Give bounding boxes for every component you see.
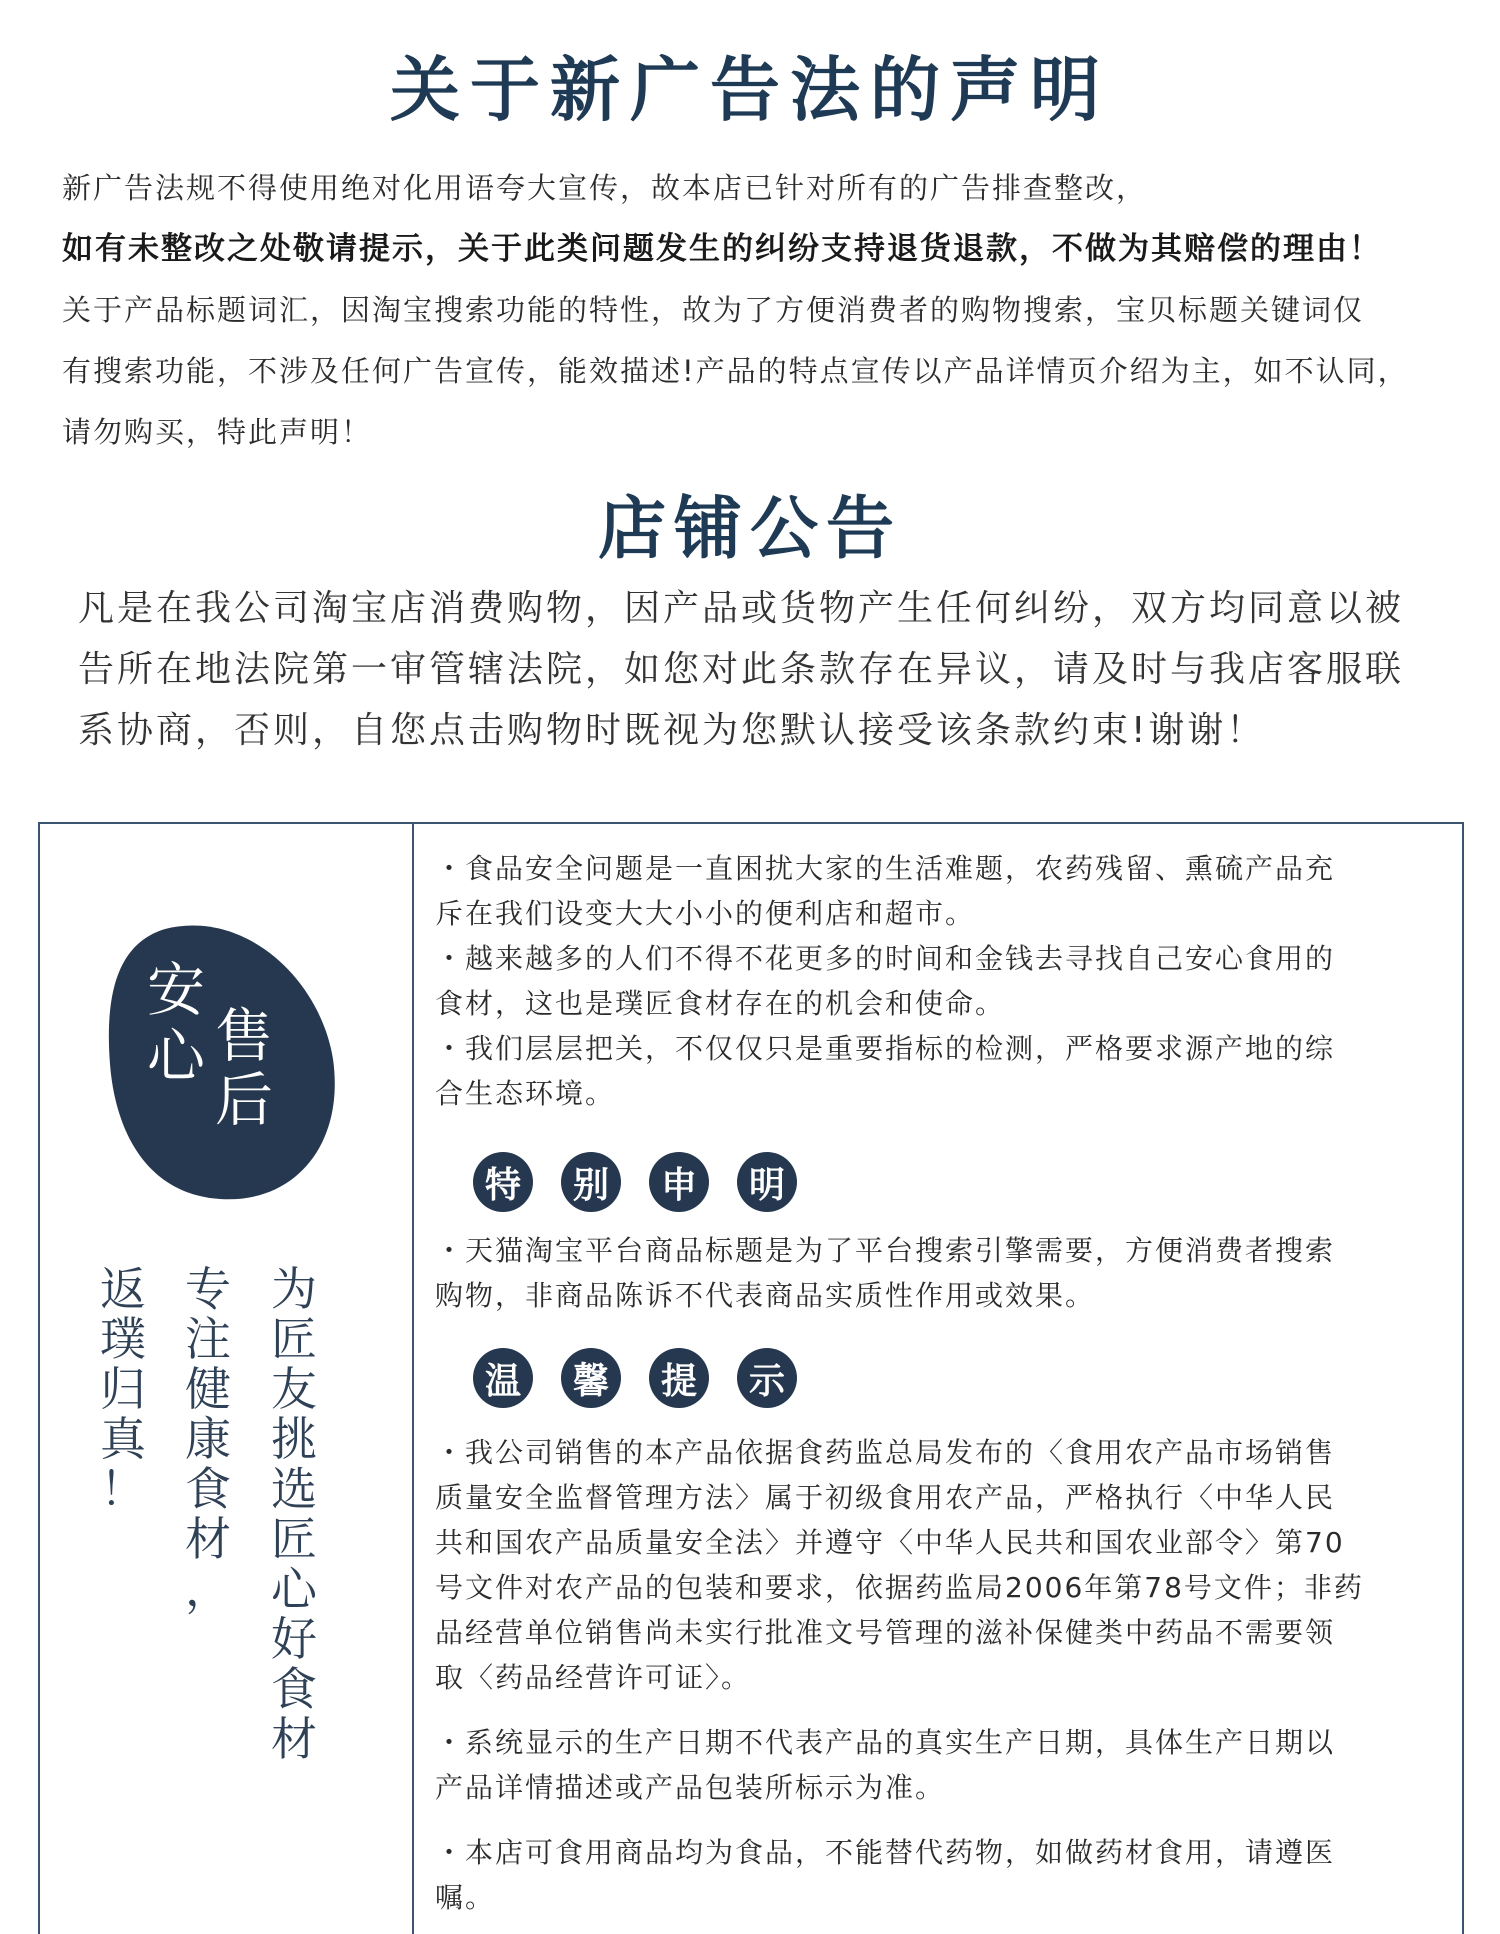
announcement-line: 系协商，否则，自您点击购物时既视为您默认接受该条款约束!谢谢！ — [78, 710, 1266, 751]
special-line: ・天猫淘宝平台商品标题是为了平台搜索引擎需要，方便消费者搜索 — [435, 1234, 1336, 1267]
heading-char: 提 — [649, 1348, 709, 1408]
statement-title: 关于新广告法的声明 — [390, 49, 1110, 131]
safety-line: 斥在我们设变大大小小的便利店和超市。 — [435, 897, 976, 930]
safety-line: ・食品安全问题是一直困扰大家的生活难题，农药残留、熏硫产品充 — [435, 852, 1336, 885]
statement-line: 请勿购买，特此声明！ — [62, 415, 373, 449]
slogan-char: 食 — [185, 1462, 231, 1516]
heading-char: 温 — [473, 1348, 533, 1408]
slogan-char: 匠 — [271, 1312, 317, 1366]
badge-char: 后 — [215, 1066, 274, 1134]
slogan-char: 好 — [271, 1612, 317, 1666]
announcement-title: 店铺公告 — [597, 490, 902, 569]
announcement-line: 凡是在我公司淘宝店消费购物，因产品或货物产生任何纠纷，双方均同意以被 — [78, 588, 1405, 629]
slogan-column-1 — [268, 1264, 320, 1764]
panel-divider — [412, 824, 414, 1934]
heading-char: 明 — [737, 1152, 797, 1212]
tips-line: 嘱。 — [435, 1881, 496, 1914]
slogan-char: 挑 — [271, 1412, 317, 1466]
statement-line-bold: 如有未整改之处敬请提示，关于此类问题发生的纠纷支持退货退款，不做为其赔偿的理由！ — [62, 231, 1382, 267]
slogan-char: 友 — [271, 1362, 317, 1416]
slogan-char: 心 — [271, 1562, 317, 1616]
slogan-column-3 — [97, 1264, 149, 1514]
heading-char: 特 — [473, 1152, 533, 1212]
slogan-char: 材 — [185, 1512, 231, 1566]
slogan-char: 食 — [271, 1662, 317, 1716]
slogan-char: 匠 — [271, 1512, 317, 1566]
announcement-line: 告所在地法院第一审管辖法院，如您对此条款存在异议，请及时与我店客服联 — [78, 649, 1405, 690]
tips-line: 号文件对农产品的包装和要求，依据药监局2006年第78号文件；非药 — [435, 1571, 1364, 1604]
slogan-char: 璞 — [100, 1312, 146, 1366]
heading-char: 别 — [561, 1152, 621, 1212]
heading-char: 申 — [649, 1152, 709, 1212]
slogan-char: 返 — [100, 1262, 146, 1316]
tips-line: ・我公司销售的本产品依据食药监总局发布的〈食用农产品市场销售 — [435, 1436, 1336, 1469]
after-sales-badge — [105, 919, 335, 1204]
safety-line: ・我们层层把关，不仅仅只是重要指标的检测，严格要求源产地的综 — [435, 1032, 1336, 1065]
tips-heading — [473, 1348, 1445, 1408]
statement-line: 新广告法规不得使用绝对化用语夸大宣传，故本店已针对所有的广告排查整改， — [62, 171, 1148, 205]
tips-line: 质量安全监督管理方法〉属于初级食用农产品，严格执行〈中华人民 — [435, 1481, 1336, 1514]
safety-line: 合生态环境。 — [435, 1077, 616, 1110]
tips-line: ・本店可食用商品均为食品，不能替代药物，如做药材食用，请遵医 — [435, 1836, 1336, 1869]
slogan-char: 为 — [271, 1262, 317, 1316]
slogan-char: 材 — [271, 1712, 317, 1766]
special-line: 购物，非商品陈诉不代表商品实质性作用或效果。 — [435, 1279, 1096, 1312]
statement-body — [62, 158, 1462, 463]
tips-line: 取〈药品经营许可证〉。 — [435, 1661, 752, 1694]
info-content — [435, 846, 1445, 1920]
announcement-body — [78, 578, 1478, 761]
badge-char: 售 — [215, 1002, 274, 1070]
tips-line: ・系统显示的生产日期不代表产品的真实生产日期，具体生产日期以 — [435, 1726, 1336, 1759]
slogan-char: ！ — [100, 1462, 146, 1516]
badge-char: 安 — [147, 956, 206, 1024]
slogan-char: 选 — [271, 1462, 317, 1516]
heading-char: 示 — [737, 1348, 797, 1408]
tips-line: 产品详情描述或产品包装所标示为准。 — [435, 1771, 946, 1804]
tips-line: 品经营单位销售尚未实行批准文号管理的滋补保健类中药品不需要领 — [435, 1616, 1336, 1649]
statement-line: 关于产品标题词汇，因淘宝搜索功能的特性，故为了方便消费者的购物搜索，宝贝标题关键词仅 — [62, 293, 1365, 327]
safety-line: ・越来越多的人们不得不花更多的时间和金钱去寻找自己安心食用的 — [435, 942, 1336, 975]
slogan-char: 归 — [100, 1362, 146, 1416]
heading-char: 馨 — [561, 1348, 621, 1408]
badge-char: 心 — [147, 1022, 206, 1090]
slogan-char: 真 — [100, 1412, 146, 1466]
slogan-char: 健 — [185, 1362, 231, 1416]
slogan-column-2 — [182, 1264, 234, 1614]
slogan-char: ， — [185, 1562, 231, 1616]
slogan-char: 康 — [185, 1412, 231, 1466]
slogan-char: 注 — [185, 1312, 231, 1366]
safety-line: 食材，这也是璞匠食材存在的机会和使命。 — [435, 987, 1006, 1020]
slogan-char: 专 — [185, 1262, 231, 1316]
special-heading — [473, 1152, 1445, 1212]
tips-line: 共和国农产品质量安全法〉并遵守〈中华人民共和国农业部令〉第70 — [435, 1526, 1345, 1559]
statement-line: 有搜索功能，不涉及任何广告宣传，能效描述!产品的特点宣传以产品详情页介绍为主，如不认同， — [62, 354, 1409, 388]
info-panel — [38, 822, 1464, 1934]
